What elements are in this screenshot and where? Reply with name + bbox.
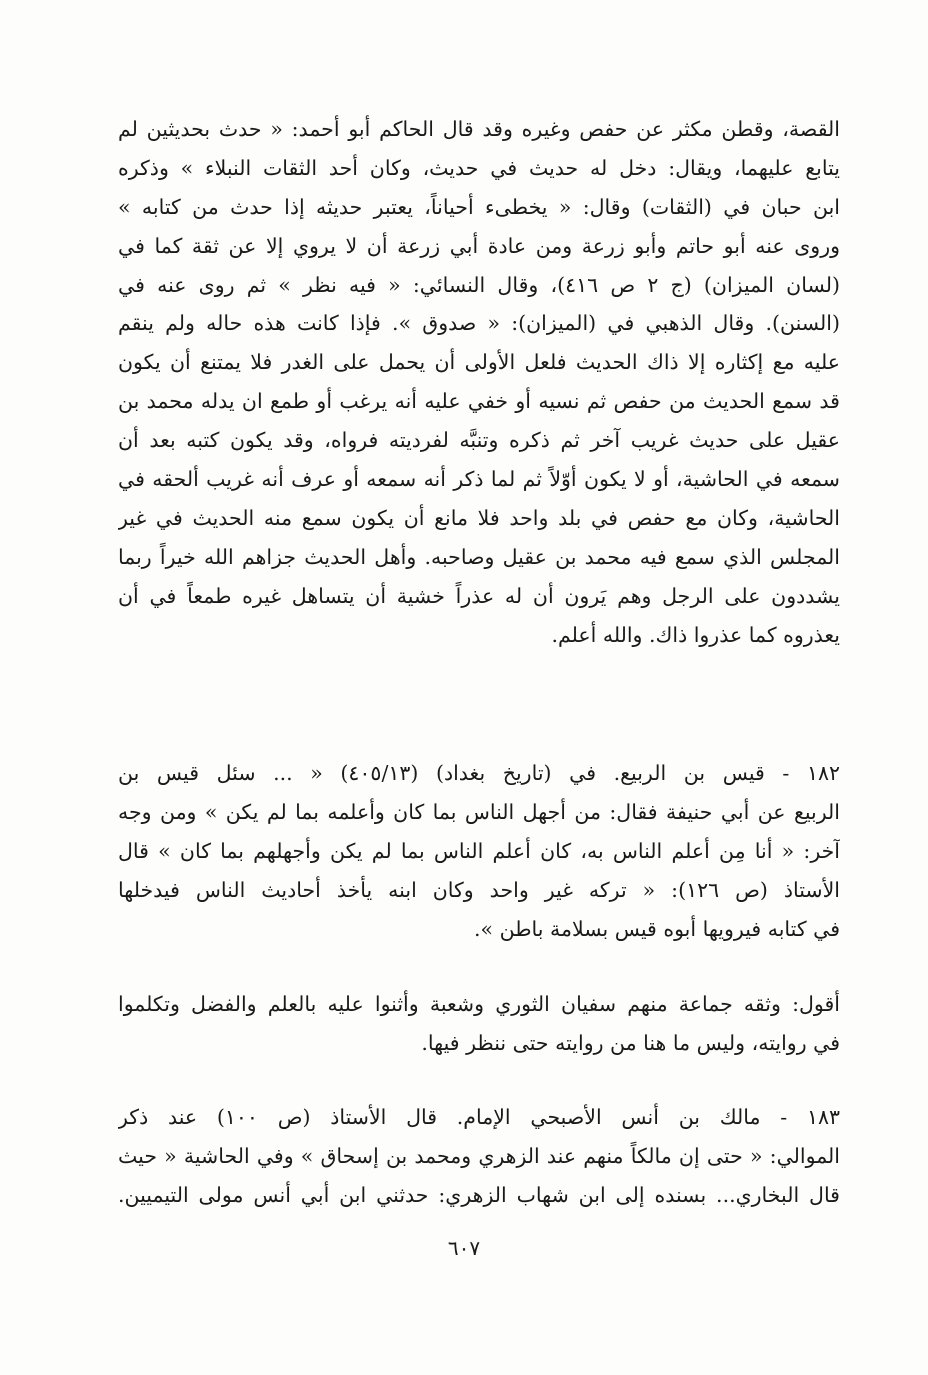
text-line: في روايته، وليس ما هنا من روايته حتى ننظر فيها. — [421, 1030, 840, 1055]
text-line: أقول: وثقه جماعة منهم سفيان الثوري وشعبة وأثنوا عليه بالعلم والفضل وتكلموا — [118, 992, 840, 1016]
paragraph-hafs-discussion — [118, 110, 840, 654]
text-line: قد سمع الحديث من حفص ثم نسيه أو خفي عليه أنه يرغب أو طمع ان يدله محمد بن — [118, 389, 840, 414]
paragraph-entry-183 — [118, 1098, 840, 1215]
paragraph-author-comment — [118, 985, 840, 1063]
text-line: آخر: « أنا مِن أعلم الناس به، كان أعلم الناس بما لم يكن وأجهلهم بما كان » قال — [118, 838, 840, 863]
text-line: ١٨٣ - مالك بن أنس الأصبحي الإمام. قال الأستاذ (ص ١٠٠) عند ذكر — [118, 1105, 840, 1129]
text-line: في كتابه فيرويها أبوه قيس بسلامة باطن ». — [474, 916, 840, 941]
text-line: ١٨٢ - قيس بن الربيع. في (تاريخ بغداد) (٤٠٥/١٣) « ... سئل قيس بن — [118, 761, 840, 785]
text-line: ابن حبان في (الثقات) وقال: « يخطىء أحياناً، يعتبر حديثه إذا حدث من كتابه » — [118, 194, 840, 219]
paragraph-entry-182 — [118, 754, 840, 948]
text-line: قال البخاري... بسنده إلى ابن شهاب الزهري: حدثني ابن أبي أنس مولى التيميين. — [118, 1182, 840, 1207]
text-line: عليه مع إكثاره إلا ذاك الحديث فلعل الأولى أن يحمل على الغدر فلا يمتنع أن يكون — [118, 350, 840, 375]
text-line: القصة، وقطن مكثر عن حفص وغيره وقد قال الحاكم أبو أحمد: « حدث بحديثين لم — [118, 117, 840, 141]
text-line: (لسان الميزان) (ج ٢ ص ٤١٦)، وقال النسائي: « فيه نظر » ثم روى عنه في — [118, 272, 840, 297]
text-line: يعذروه كما عذروا ذاك. والله أعلم. — [551, 622, 840, 647]
text-line: الموالي: « حتى إن مالكاً منهم عند الزهري ومحمد بن إسحاق » وفي الحاشية « حيث — [118, 1143, 840, 1168]
text-line: المجلس الذي سمع فيه محمد بن عقيل وصاحبه. وأهل الحديث جزاهم الله خيراً ربما — [118, 544, 840, 569]
text-line: يشددون على الرجل وهم يَرون أن له عذراً خشية أن يتساهل غيره طمعاً في أن — [118, 583, 840, 608]
text-line: يتابع عليهما، ويقال: دخل له حديث في حديث، وكان أحد الثقات النبلاء » وذكره — [118, 155, 840, 180]
text-line: الحاشية، وكان مع حفص في بلد واحد فلا مانع أن يكون سمع منه الحديث في غير — [118, 505, 840, 530]
text-line: الأستاذ (ص ١٢٦): « تركه غير واحد وكان ابنه يأخذ أحاديث الناس فيدخلها — [118, 877, 840, 902]
text-line: سمعه في الحاشية، أو لا يكون أوّلاً ثم لما ذكر أنه سمعه أو عرف أنه غريب ألحقه في — [118, 467, 840, 492]
text-line: وروى عنه أبو حاتم وأبو زرعة ومن عادة أبي زرعة أن لا يروي إلا عن ثقة كما في — [118, 233, 840, 258]
page-number: ٦٠٧ — [447, 1236, 481, 1260]
text-line: (السنن). وقال الذهبي في (الميزان): « صدوق ». فإذا كانت هذه حاله ولم ينقم — [118, 311, 840, 336]
text-line: الربيع عن أبي حنيفة فقال: من أجهل الناس بما كان وأعلمه بما لم يكن » ومن وجه — [118, 799, 840, 824]
text-line: عقيل على حديث غريب آخر ثم ذكره وتنبَّه لفرديته فرواه، وقد يكون كتبه بعد أن — [118, 428, 840, 453]
